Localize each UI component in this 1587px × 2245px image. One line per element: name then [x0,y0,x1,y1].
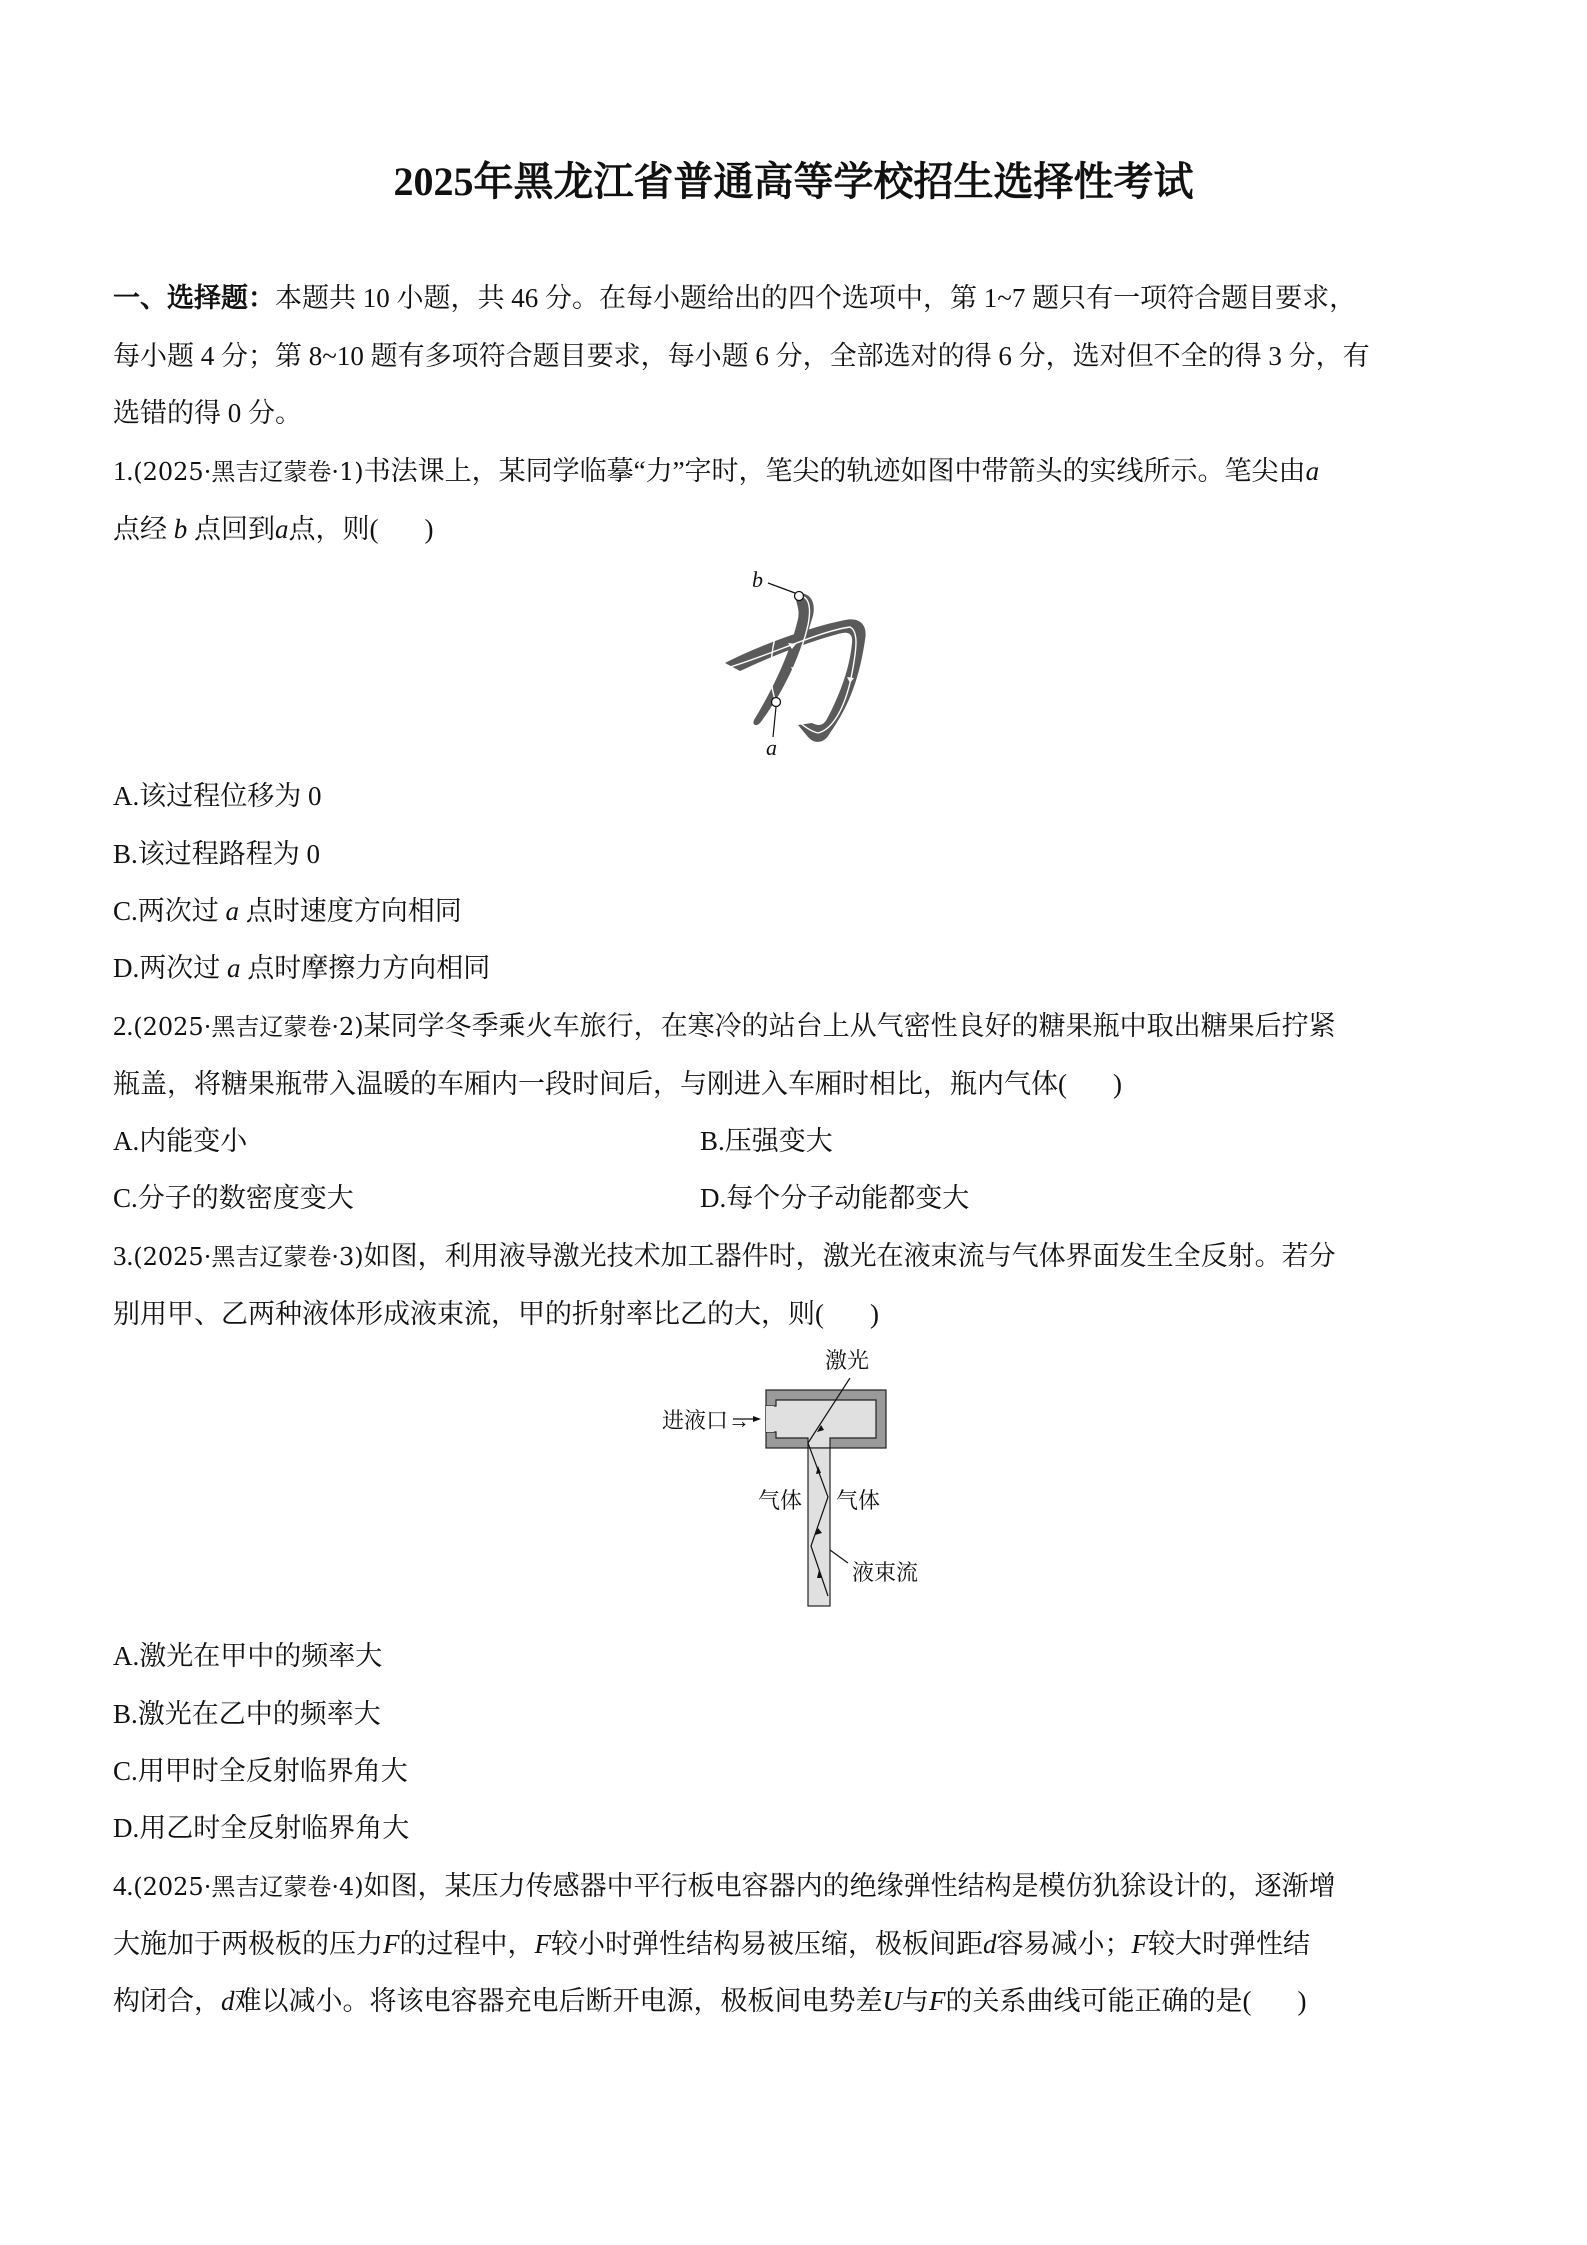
option-2B[interactable] [700,1113,833,1171]
question-text: 某同学冬季乘火车旅行，在寒冷的站台上从气密性良好的糖果瓶中取出糖果后拧紧 [363,1011,1336,1041]
option-text: 压强变大 [724,1126,833,1156]
label-laser: 激光 [825,1348,870,1373]
calligraphy-stroke-diagram [700,565,900,765]
question-number: 4. [113,1871,134,1901]
variable-F: F [534,1928,551,1959]
option-letter: C. [113,1756,138,1786]
figure-calligraphy-li [700,565,900,765]
question-text: 难以减小。将该电容器充电后断开电源，极板间电势差 [234,1986,883,2016]
question-source: (2025·黑吉辽蒙卷·3) [133,1243,364,1271]
label-a: a [766,735,777,760]
section-intro [113,270,1475,443]
option-text: 内能变小 [139,1126,248,1156]
question-2-stem [113,998,1475,1113]
question-number: 3. [113,1241,134,1271]
question-text: 点回到 [194,513,275,544]
option-letter: B. [113,839,138,869]
question-number: 2. [113,1011,134,1041]
point-a-marker [772,698,781,707]
option-text: 分子的数密度变大 [137,1183,354,1213]
option-1C[interactable] [113,883,462,941]
option-letter: D. [113,1813,140,1843]
option-1B[interactable] [113,826,320,884]
option-text: 激光在甲中的频率大 [139,1641,383,1671]
option-text: 激光在乙中的频率大 [137,1699,381,1729]
option-text: 用甲时全反射临界角大 [137,1756,408,1786]
label-gas-left: 气体 [758,1488,803,1513]
option-text: 两次过 [139,953,221,983]
option-2C[interactable] [113,1170,354,1228]
label-inlet: 进液口→ [662,1408,751,1433]
variable-a: a [275,513,289,544]
question-text: 书法课上，某同学临摹“力”字时，笔尖的轨迹如图中带箭头的实线所示。笔尖由 [363,456,1306,486]
option-3B[interactable] [113,1686,381,1744]
option-1A[interactable] [113,768,322,826]
option-letter: A. [113,781,140,811]
question-1-stem [113,443,1475,558]
variable-a: a [1305,456,1320,486]
question-text: 与 [902,1986,929,2016]
variable-U: U [882,1986,902,2016]
option-letter: C. [113,896,138,926]
page-title: 2025年黑龙江省普通高等学校招生选择性考试 [393,159,1194,204]
section-intro-line1: 本题共 10 小题，共 46 分。在每小题给出的四个选项中，第 1~7 题只有一项符合题目要求， [275,283,1357,313]
option-text: 用乙时全反射临界角大 [139,1813,410,1843]
option-text: 点时摩擦力方向相同 [247,953,491,983]
variable-b: b [173,513,188,544]
paren-close: ) [870,1298,879,1329]
section-heading: 一、选择题： [113,283,275,313]
option-1D[interactable] [113,940,490,998]
option-letter: A. [113,1641,140,1671]
option-2A[interactable] [113,1113,247,1171]
variable-a: a [225,896,240,926]
option-letter: B. [113,1699,138,1729]
paren-close: ) [1297,1986,1307,2016]
question-text: 大施加于两极板的压力 [113,1928,383,1959]
option-text: 两次过 [137,896,219,926]
question-text: 的过程中， [399,1928,535,1959]
option-text: 每个分子动能都变大 [726,1183,970,1213]
question-text: 瓶盖，将糖果瓶带入温暖的车厢内一段时间后，与刚进入车厢时相比，瓶内气体( [113,1068,1067,1099]
option-2D[interactable] [700,1170,969,1228]
section-intro-line2: 每小题 4 分；第 8~10 题有多项符合题目要求，每小题 6 分，全部选对的得 6 分，选对但不全的得 3 分，有 [113,340,1370,371]
variable-d: d [221,1986,235,2016]
variable-F: F [1131,1928,1148,1959]
question-text: 较小时弹性结构易被压缩，极板间距 [551,1928,983,1959]
question-text: 如图，利用液导激光技术加工器件时，激光在液束流与气体界面发生全反射。若分 [363,1241,1336,1271]
variable-F: F [929,1986,946,2016]
option-text: 该过程路程为 0 [137,839,321,869]
question-text: 如图，某压力传感器中平行板电容器内的绝缘弹性结构是模仿犰狳设计的，逐渐增 [363,1871,1336,1901]
question-4-stem [113,1858,1475,2031]
question-3-stem [113,1228,1475,1343]
label-gas-right: 气体 [836,1488,881,1513]
option-3C[interactable] [113,1743,408,1801]
option-text: 该过程位移为 0 [139,781,322,811]
label-b: b [752,567,763,592]
option-text: 点时速度方向相同 [245,896,462,926]
option-letter: A. [113,1126,140,1156]
figure-liquid-laser [640,1350,960,1620]
question-text: 较大时弹性结 [1148,1928,1310,1959]
question-text: 容易减小； [996,1928,1132,1959]
label-liquid-stream: 液束流 [852,1560,919,1585]
question-text: 点，则( [288,513,379,544]
question-source: (2025·黑吉辽蒙卷·2) [133,1013,364,1041]
question-text: 点经 [113,513,167,544]
variable-d: d [983,1928,997,1959]
question-text: 构闭合， [113,1986,221,2016]
option-3A[interactable] [113,1628,382,1686]
section-intro-line3: 选错的得 0 分。 [113,398,302,428]
question-text: 别用甲、乙两种液体形成液束流，甲的折射率比乙的大，则( [113,1298,824,1329]
variable-a: a [227,953,241,983]
question-source: (2025·黑吉辽蒙卷·1) [133,458,364,486]
option-letter: B. [700,1126,725,1156]
paren-close: ) [1113,1068,1122,1099]
question-number: 1. [113,456,134,486]
option-letter: D. [113,953,140,983]
variable-F: F [383,1928,400,1959]
option-3D[interactable] [113,1800,409,1858]
option-letter: D. [700,1183,727,1213]
paren-close: ) [424,513,434,544]
question-source: (2025·黑吉辽蒙卷·4) [133,1873,364,1901]
option-letter: C. [113,1183,138,1213]
point-b-marker [795,592,804,601]
question-text: 的关系曲线可能正确的是( [945,1986,1252,2016]
